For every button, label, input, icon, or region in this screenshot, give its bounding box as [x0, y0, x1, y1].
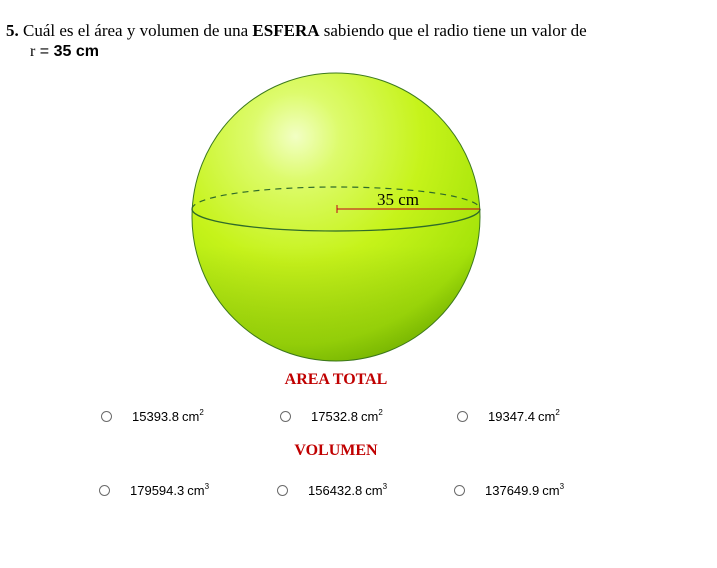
area-option-3-radio[interactable] [457, 411, 468, 422]
area-option-2-radio[interactable] [280, 411, 291, 422]
question-number: 5. [6, 21, 19, 40]
area-option-1-label: 15393.8 $cm^2$ [132, 408, 204, 424]
sphere-figure [180, 72, 492, 372]
radius-value: 35 cm [53, 43, 99, 60]
question-text-before: Cuál es el área y volumen de una [23, 21, 249, 40]
radius-equals: = [39, 43, 50, 60]
volume-option-3-radio[interactable] [454, 485, 465, 496]
question-text [6, 20, 696, 62]
volume-option-2-label: 156432.8 $cm^3$ [308, 482, 388, 498]
volume-option-2[interactable] [277, 482, 387, 498]
volume-option-1[interactable] [99, 482, 209, 498]
radius-label: 35 cm [376, 190, 420, 209]
area-option-1-radio[interactable] [101, 411, 112, 422]
volume-option-1-label: 179594.3 $cm^3$ [130, 482, 210, 498]
volume-option-3-label: 137649.9 $cm^3$ [485, 482, 565, 498]
sphere-shading [192, 73, 480, 361]
volume-option-3[interactable] [454, 482, 564, 498]
sphere-illustration [180, 72, 492, 372]
radius-variable: r [30, 43, 36, 60]
area-option-2[interactable] [280, 408, 383, 424]
radius-statement [6, 41, 696, 62]
volume-section-title: VOLUMEN [294, 442, 378, 459]
area-option-2-label: 17532.8 $cm^2$ [311, 408, 383, 424]
volume-option-2-radio[interactable] [277, 485, 288, 496]
question-text-after: sabiendo que el radio tiene un valor de [323, 21, 587, 40]
question-bold-word: ESFERA [252, 21, 320, 40]
volume-option-1-radio[interactable] [99, 485, 110, 496]
area-section-title: AREA TOTAL [284, 371, 388, 388]
area-option-3[interactable] [457, 408, 560, 424]
area-option-3-label: 19347.4 $cm^2$ [488, 408, 560, 424]
area-option-1[interactable] [101, 408, 204, 424]
